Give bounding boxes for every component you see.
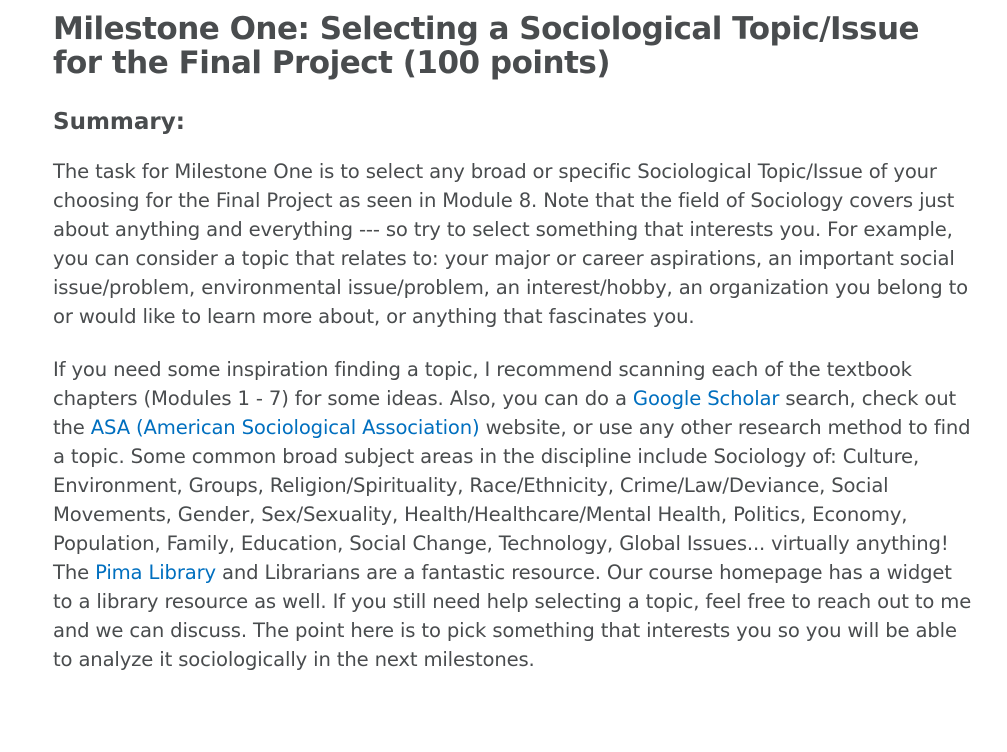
inspiration-text-3: website, or use any other research method to find a topic. Some common broad subject areas in the discipline include Sociology of: Culture, Environment, Groups, Religion/Spirituality, Race/Ethnicity, Crime/Law/Deviance, Social Movements, Gender, Sex/Sexuality, Health/Healthcare/Mental Health, Politics, Economy, Population, Family, Education, Social Change, Technology, Global Issues... virtually anything! The [53, 416, 971, 584]
inspiration-text-2: search, check out the [53, 387, 957, 439]
summary-heading: Summary: [53, 109, 185, 135]
asa-link[interactable]: ASA (American Sociological Association) [90, 416, 480, 439]
inspiration-text-1: If you need some inspiration finding a topic, I recommend scanning each of the textbook chapters (Modules 1 - 7) for some ideas. Also, you can do a [53, 358, 912, 410]
pima-library-link[interactable]: Pima Library [95, 561, 216, 584]
inspiration-paragraph [53, 355, 973, 674]
inspiration-text-4: and Librarians are a fantastic resource. Our course homepage has a widget to a library resource as well. If you still need help selecting a topic, feel free to reach out to me and we can discuss. The point here is to pick something that interests you so you will be able to analyze it sociologically in the next milestones. [53, 561, 972, 671]
google-scholar-link[interactable]: Google Scholar [632, 387, 780, 410]
task-paragraph: The task for Milestone One is to select any broad or specific Sociological Topic/Issue of your choosing for the Final Project as seen in Module 8. Note that the field of Sociology covers just about anything and everything --- so try to select something that interests you. For example, you can consider a topic that relates to: your major or career aspirations, an important social issue/problem, environmental issue/problem, an interest/hobby, an organization you belong to or would like to learn more about, or anything that fascinates you. [53, 160, 968, 328]
page-title: Milestone One: Selecting a Sociological Topic/Issue for the Final Project (100 points) [53, 11, 920, 81]
